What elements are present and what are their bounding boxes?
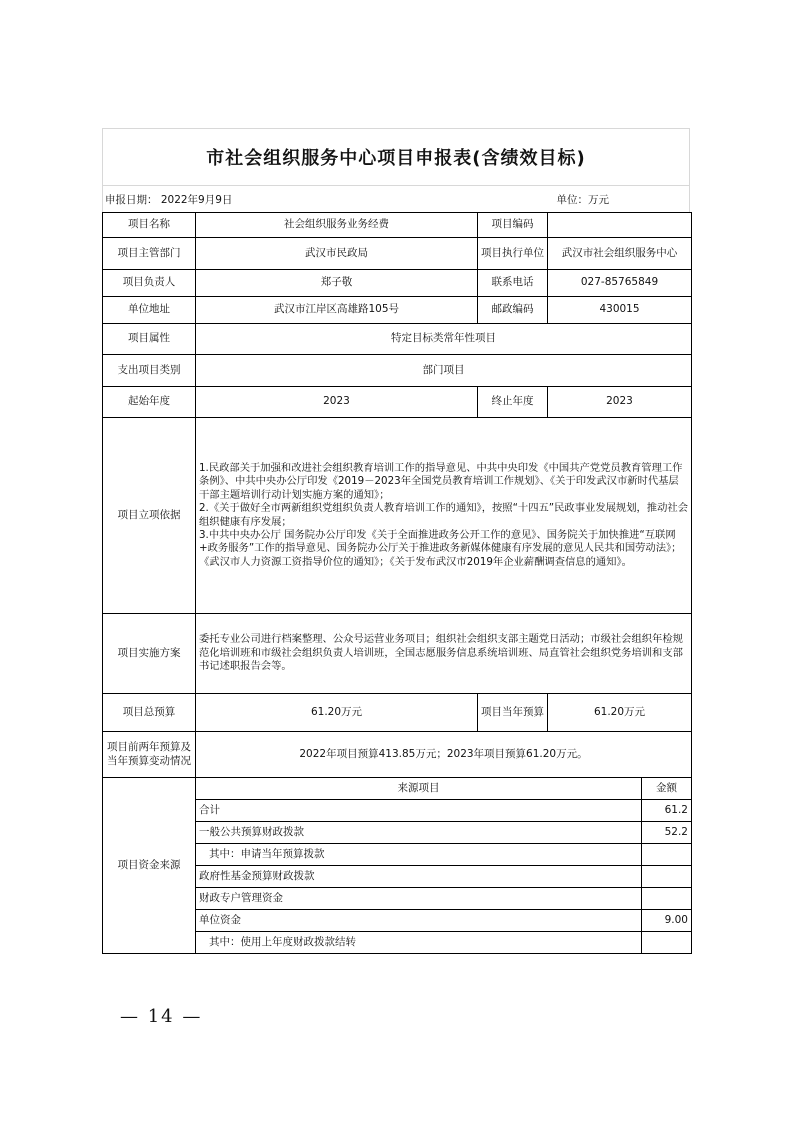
fund-item-amount <box>642 888 692 910</box>
table-row <box>103 694 692 732</box>
plan-label: 项目实施方案 <box>103 614 196 694</box>
fund-item-name: 其中：使用上年度财政拨款结转 <box>196 932 642 954</box>
fund-item-amount: 52.2 <box>642 822 692 844</box>
address-value: 武汉市江岸区高雄路105号 <box>196 297 478 324</box>
project-code-value <box>548 213 692 238</box>
table-row <box>103 418 692 614</box>
exec-unit-value: 武汉市社会组织服务中心 <box>548 238 692 270</box>
table-row <box>103 297 692 324</box>
table-row <box>103 778 692 800</box>
phone-label: 联系电话 <box>478 270 548 297</box>
zip-value: 430015 <box>548 297 692 324</box>
attribute-label: 项目属性 <box>103 324 196 355</box>
budget-change-value: 2022年项目预算413.85万元；2023年项目预算61.20万元。 <box>196 732 692 778</box>
basis-line-2: 2.《关于做好全市两新组织党组织负责人教育培训工作的通知》，按照“十四五”民政事业发展规划，推动社会组织健康有序发展； <box>199 502 688 528</box>
fund-item-name: 政府性基金预算财政拨款 <box>196 866 642 888</box>
start-year-value: 2023 <box>196 387 478 418</box>
person-value: 郑子敬 <box>196 270 478 297</box>
fund-item-name: 其中：申请当年预算拨款 <box>196 844 642 866</box>
year-budget-label: 项目当年预算 <box>478 694 548 732</box>
fund-item-name: 单位资金 <box>196 910 642 932</box>
table-row <box>103 324 692 355</box>
attribute-value: 特定目标类常年性项目 <box>196 324 692 355</box>
fund-source-label: 项目资金来源 <box>103 778 196 954</box>
project-name-label: 项目名称 <box>103 213 196 238</box>
project-name-value: 社会组织服务业务经费 <box>196 213 478 238</box>
fund-header-amount: 金额 <box>642 778 692 800</box>
fund-item-name: 合计 <box>196 800 642 822</box>
table-row <box>103 614 692 694</box>
table-row <box>103 355 692 387</box>
project-table <box>102 212 692 954</box>
basis-value <box>196 418 692 614</box>
fund-item-amount <box>642 932 692 954</box>
exec-unit-label: 项目执行单位 <box>478 238 548 270</box>
table-row <box>103 238 692 270</box>
plan-value: 委托专业公司进行档案整理、公众号运营业务项目；组织社会组织支部主题党日活动；市级社会组织年检规范化培训班和市级社会组织负责人培训班，全国志愿服务信息系统培训班、局直管社会组织党务培训和支部书记述职报告会等。 <box>196 614 692 694</box>
end-year-label: 终止年度 <box>478 387 548 418</box>
budget-change-label: 项目前两年预算及当年预算变动情况 <box>103 732 196 778</box>
table-row <box>103 387 692 418</box>
page-number: — 14 — <box>120 1006 203 1027</box>
category-value: 部门项目 <box>196 355 692 387</box>
table-row <box>103 270 692 297</box>
application-date: 申报日期： 2022年9月9日 <box>105 193 233 206</box>
basis-label: 项目立项依据 <box>103 418 196 614</box>
category-label: 支出项目类别 <box>103 355 196 387</box>
address-label: 单位地址 <box>103 297 196 324</box>
form-title: 市社会组织服务中心项目申报表(含绩效目标) <box>102 128 690 186</box>
end-year-value: 2023 <box>548 387 692 418</box>
person-label: 项目负责人 <box>103 270 196 297</box>
zip-label: 邮政编码 <box>478 297 548 324</box>
year-budget-value: 61.20万元 <box>548 694 692 732</box>
dept-value: 武汉市民政局 <box>196 238 478 270</box>
phone-value: 027-85765849 <box>548 270 692 297</box>
dept-label: 项目主管部门 <box>103 238 196 270</box>
total-budget-value: 61.20万元 <box>196 694 478 732</box>
fund-item-amount <box>642 844 692 866</box>
currency-unit: 单位：万元 <box>556 193 609 206</box>
fund-item-name: 一般公共预算财政拨款 <box>196 822 642 844</box>
fund-item-amount: 61.2 <box>642 800 692 822</box>
start-year-label: 起始年度 <box>103 387 196 418</box>
table-row <box>103 213 692 238</box>
application-form <box>102 128 690 954</box>
fund-header-source: 来源项目 <box>196 778 642 800</box>
basis-line-3: 3.中共中央办公厅 国务院办公厅印发《关于全面推进政务公开工作的意见》、国务院关于加快推进“互联网+政务服务”工作的指导意见、国务院办公厅关于推进政务新媒体健康有序发展的意见人民共和国劳动法》；《武汉市人力资源工资指导价位的通知》；《关于发布武汉市2019年企业薪酬调查信息的通知》。 <box>199 528 682 568</box>
form-meta <box>102 186 690 212</box>
basis-line-1: 1.民政部关于加强和改进社会组织教育培训工作的指导意见、中共中央印发《中国共产党党员教育管理工作条例》、中共中央办公厅印发《2019－2023年全国党员教育培训工作规划》、《关于印发武汉市新时代基层干部主题培训行动计划实施方案的通知》； <box>199 462 683 501</box>
total-budget-label: 项目总预算 <box>103 694 196 732</box>
fund-item-name: 财政专户管理资金 <box>196 888 642 910</box>
fund-item-amount <box>642 866 692 888</box>
table-row <box>103 732 692 778</box>
fund-item-amount: 9.00 <box>642 910 692 932</box>
project-code-label: 项目编码 <box>478 213 548 238</box>
